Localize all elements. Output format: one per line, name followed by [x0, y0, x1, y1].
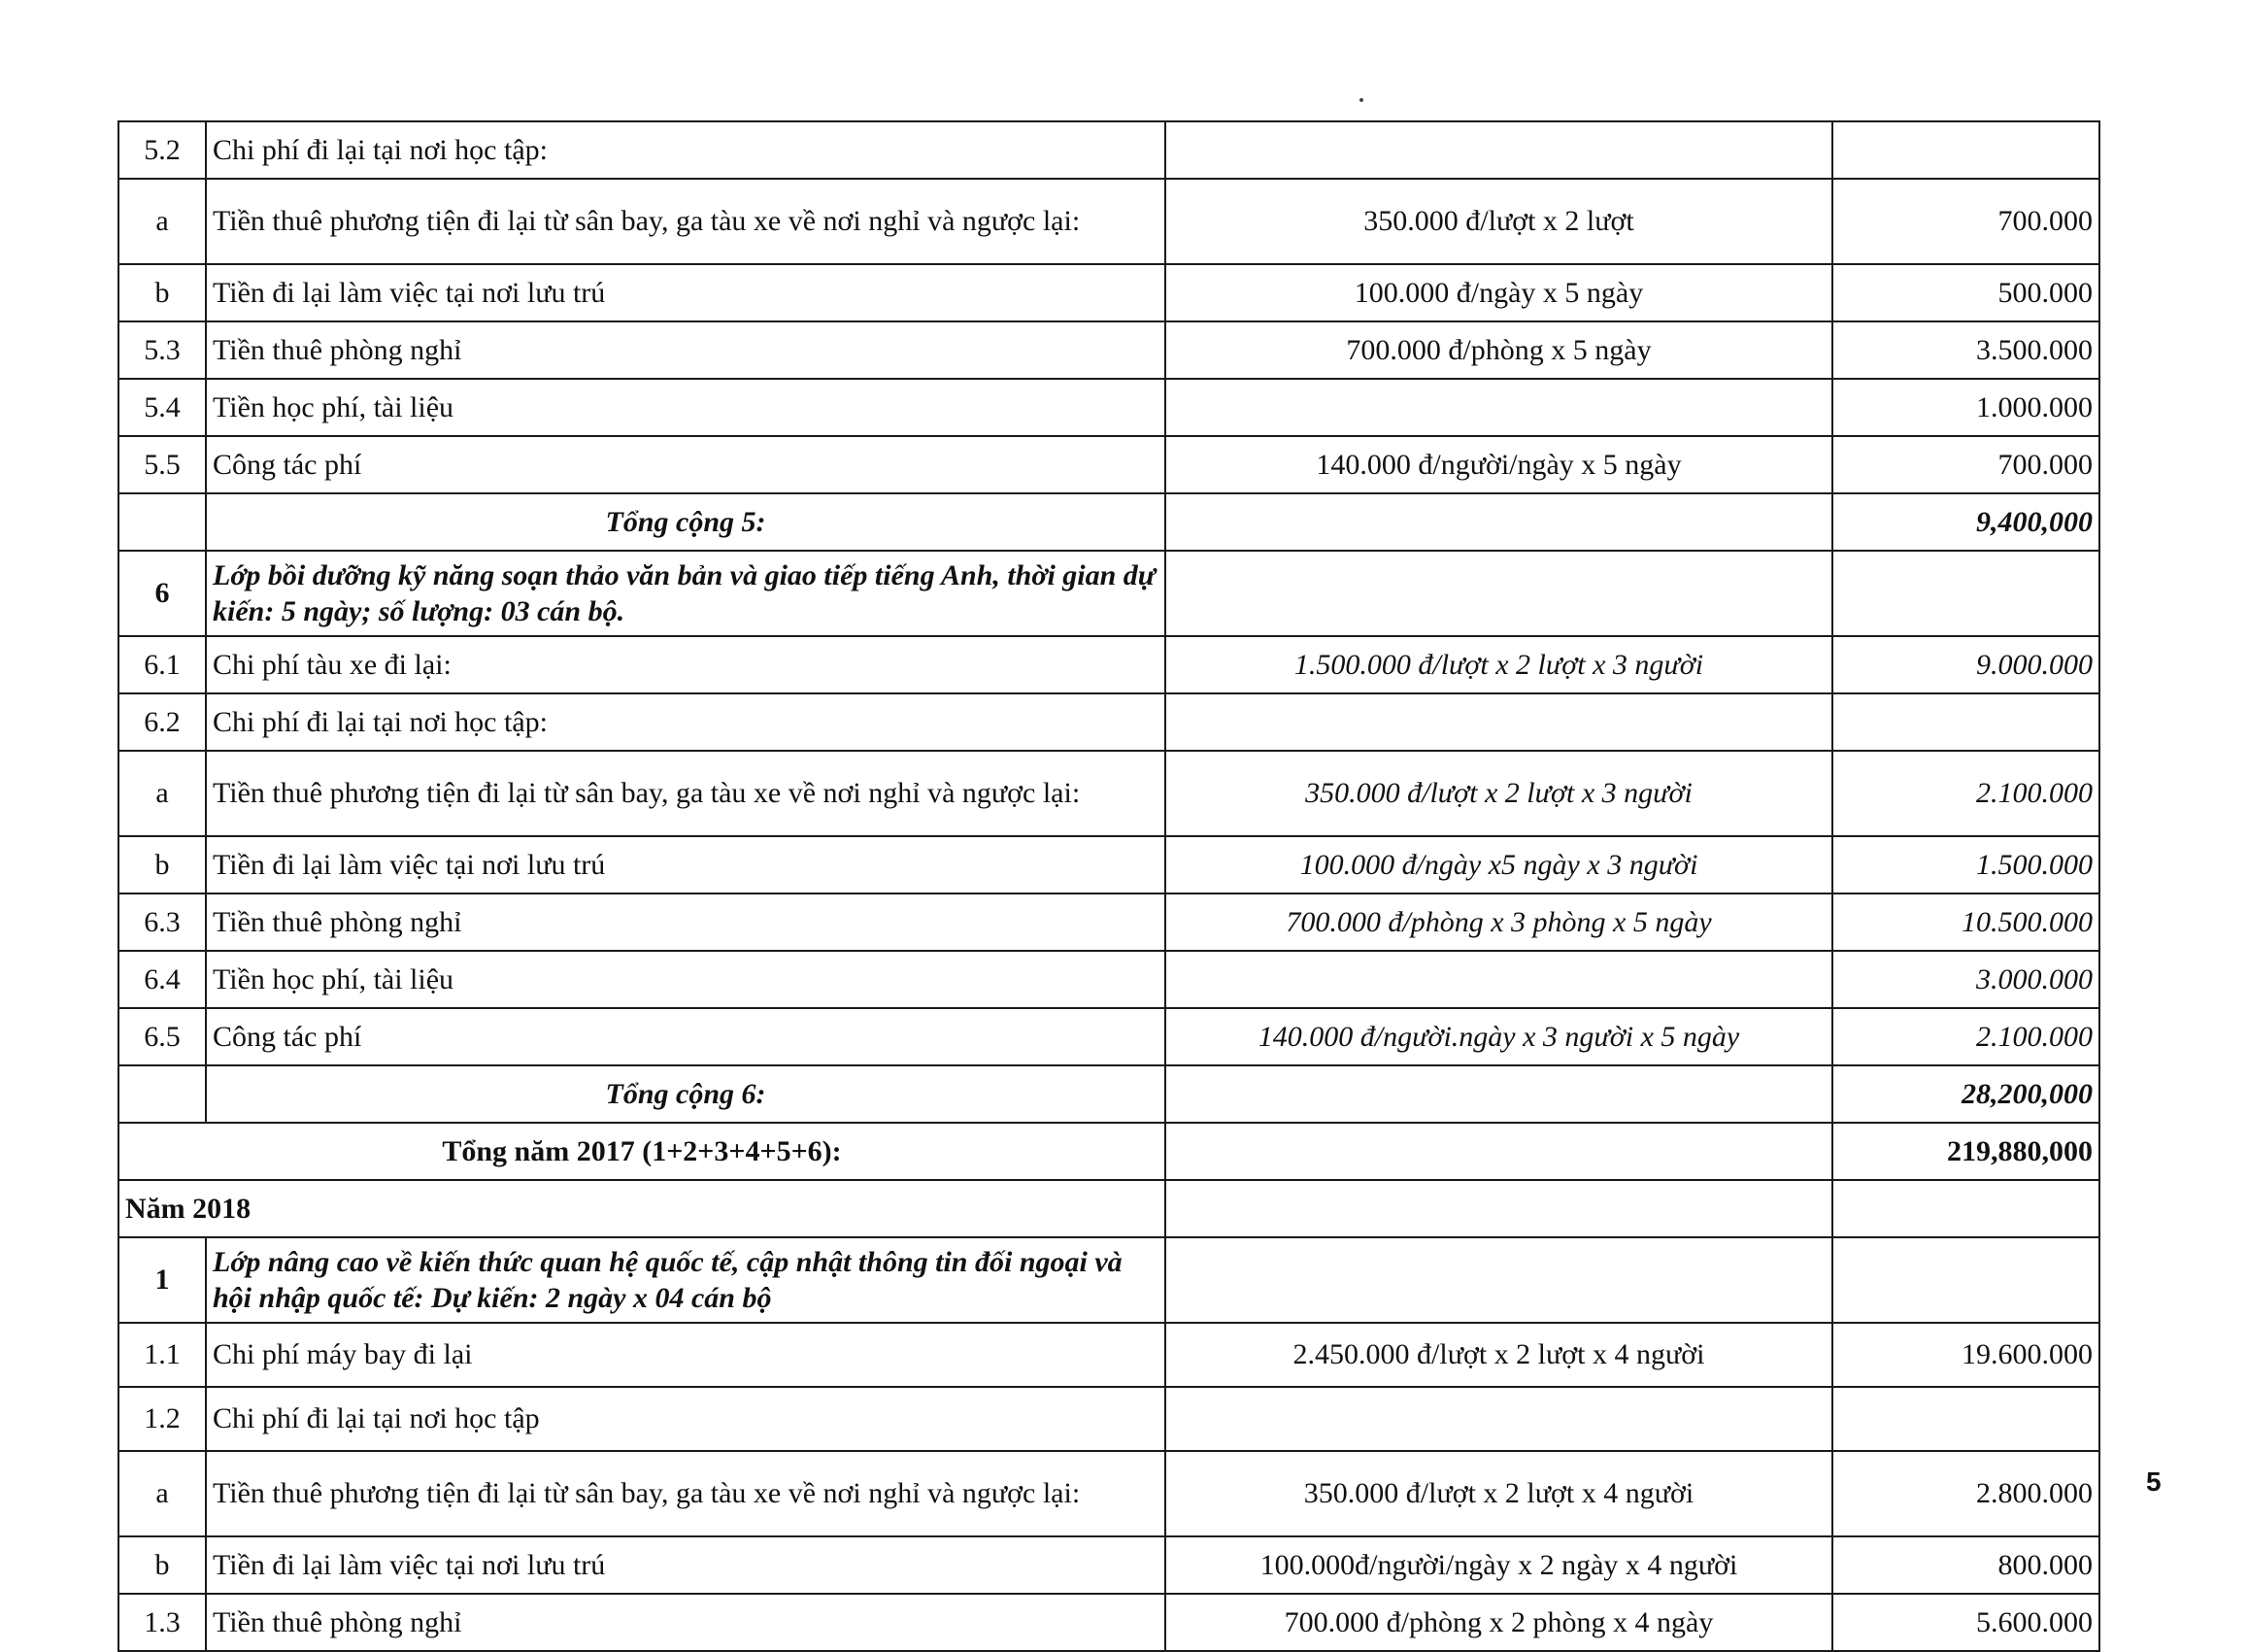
item-description: Chi phí máy bay đi lại: [206, 1323, 1165, 1387]
table-row: [118, 751, 2099, 836]
item-calculation: 350.000 đ/lượt x 2 lượt x 4 người: [1165, 1451, 1832, 1536]
item-calculation: [1165, 1237, 1832, 1323]
item-description: Tiền thuê phòng nghỉ: [206, 1594, 1165, 1651]
item-number: 6.1: [118, 636, 206, 693]
item-amount: 2.100.000: [1832, 751, 2099, 836]
item-description: Chi phí đi lại tại nơi học tập:: [206, 121, 1165, 179]
item-number: [118, 493, 206, 551]
item-calculation: 140.000 đ/người.ngày x 3 người x 5 ngày: [1165, 1008, 1832, 1065]
item-description: Công tác phí: [206, 1008, 1165, 1065]
item-amount: 3.000.000: [1832, 951, 2099, 1008]
item-amount: [1832, 1237, 2099, 1323]
grand-total-label: Tổng năm 2017 (1+2+3+4+5+6):: [118, 1123, 1165, 1180]
section-title: Lớp nâng cao về kiến thức quan hệ quốc tế, cập nhật thông tin đối ngoại và hội nhập quốc tế: Dự kiến: 2 ngày x 04 cán bộ: [206, 1237, 1165, 1323]
item-calculation: [1165, 1065, 1832, 1123]
item-calculation: 2.450.000 đ/lượt x 2 lượt x 4 người: [1165, 1323, 1832, 1387]
item-calculation: 100.000 đ/ngày x 5 ngày: [1165, 264, 1832, 321]
item-number: 6.2: [118, 693, 206, 751]
item-number: a: [118, 751, 206, 836]
item-amount: 2.100.000: [1832, 1008, 2099, 1065]
item-number: b: [118, 836, 206, 893]
item-calculation: 700.000 đ/phòng x 5 ngày: [1165, 321, 1832, 379]
item-number: b: [118, 1536, 206, 1594]
subtotal-label: Tổng cộng 6:: [206, 1065, 1165, 1123]
item-number: 5.2: [118, 121, 206, 179]
table-row: [118, 1594, 2099, 1651]
item-calculation: [1165, 493, 1832, 551]
item-amount: [1832, 551, 2099, 636]
item-description: Chi phí đi lại tại nơi học tập: [206, 1387, 1165, 1451]
item-calculation: 700.000 đ/phòng x 3 phòng x 5 ngày: [1165, 893, 1832, 951]
item-calculation: 100.000đ/người/ngày x 2 ngày x 4 người: [1165, 1536, 1832, 1594]
table-row: [118, 693, 2099, 751]
budget-table: [117, 120, 2100, 1652]
item-description: Tiền thuê phương tiện đi lại từ sân bay, ga tàu xe về nơi nghỉ và ngược lại:: [206, 1451, 1165, 1536]
item-amount: 3.500.000: [1832, 321, 2099, 379]
item-calculation: 140.000 đ/người/ngày x 5 ngày: [1165, 436, 1832, 493]
table-row: [118, 121, 2099, 179]
section-number: 1: [118, 1237, 206, 1323]
subtotal-row: [118, 1065, 2099, 1123]
item-number: 1.3: [118, 1594, 206, 1651]
section-number: 6: [118, 551, 206, 636]
item-description: Công tác phí: [206, 436, 1165, 493]
item-description: Tiền thuê phòng nghỉ: [206, 893, 1165, 951]
item-number: 1.2: [118, 1387, 206, 1451]
item-calculation: 700.000 đ/phòng x 2 phòng x 4 ngày: [1165, 1594, 1832, 1651]
table-row: [118, 636, 2099, 693]
year-heading: Năm 2018: [118, 1180, 1165, 1237]
item-description: Chi phí đi lại tại nơi học tập:: [206, 693, 1165, 751]
item-calculation: 1.500.000 đ/lượt x 2 lượt x 3 người: [1165, 636, 1832, 693]
item-number: a: [118, 179, 206, 264]
table-row: [118, 179, 2099, 264]
section-title: Lớp bồi dưỡng kỹ năng soạn thảo văn bản và giao tiếp tiếng Anh, thời gian dự kiến: 5 ngày; số lượng: 03 cán bộ.: [206, 551, 1165, 636]
table-row: [118, 1387, 2099, 1451]
item-amount: 700.000: [1832, 179, 2099, 264]
item-amount: 500.000: [1832, 264, 2099, 321]
page-number: 5: [2146, 1467, 2162, 1497]
item-number: 6.5: [118, 1008, 206, 1065]
table-row: [118, 264, 2099, 321]
item-description: Tiền học phí, tài liệu: [206, 951, 1165, 1008]
item-calculation: [1165, 1180, 1832, 1237]
item-calculation: [1165, 951, 1832, 1008]
item-calculation: 100.000 đ/ngày x5 ngày x 3 người: [1165, 836, 1832, 893]
subtotal-label: Tổng cộng 5:: [206, 493, 1165, 551]
section-heading-row: [118, 1237, 2099, 1323]
item-number: [118, 1065, 206, 1123]
item-description: Tiền học phí, tài liệu: [206, 379, 1165, 436]
item-description: Tiền thuê phương tiện đi lại từ sân bay, ga tàu xe về nơi nghỉ và ngược lại:: [206, 179, 1165, 264]
item-amount: 1.500.000: [1832, 836, 2099, 893]
item-description: Tiền đi lại làm việc tại nơi lưu trú: [206, 264, 1165, 321]
item-amount: 800.000: [1832, 1536, 2099, 1594]
table-row: [118, 1008, 2099, 1065]
item-calculation: [1165, 551, 1832, 636]
grand-total-amount: 219,880,000: [1832, 1123, 2099, 1180]
item-number: a: [118, 1451, 206, 1536]
item-number: 5.3: [118, 321, 206, 379]
item-calculation: [1165, 379, 1832, 436]
item-description: Tiền thuê phòng nghỉ: [206, 321, 1165, 379]
item-number: b: [118, 264, 206, 321]
item-number: 6.3: [118, 893, 206, 951]
table-row: [118, 893, 2099, 951]
item-amount: 10.500.000: [1832, 893, 2099, 951]
item-amount: 19.600.000: [1832, 1323, 2099, 1387]
item-amount: [1832, 121, 2099, 179]
item-amount: [1832, 1387, 2099, 1451]
item-number: 5.4: [118, 379, 206, 436]
item-description: Tiền đi lại làm việc tại nơi lưu trú: [206, 836, 1165, 893]
grand-total-row: [118, 1123, 2099, 1180]
item-description: Tiền đi lại làm việc tại nơi lưu trú: [206, 1536, 1165, 1594]
item-amount: [1832, 693, 2099, 751]
item-calculation: 350.000 đ/lượt x 2 lượt x 3 người: [1165, 751, 1832, 836]
item-calculation: [1165, 121, 1832, 179]
item-description: Tiền thuê phương tiện đi lại từ sân bay, ga tàu xe về nơi nghỉ và ngược lại:: [206, 751, 1165, 836]
table-row: [118, 1536, 2099, 1594]
item-amount: 2.800.000: [1832, 1451, 2099, 1536]
table-row: [118, 836, 2099, 893]
item-number: 6.4: [118, 951, 206, 1008]
item-calculation: [1165, 693, 1832, 751]
item-amount: 5.600.000: [1832, 1594, 2099, 1651]
item-calculation: [1165, 1123, 1832, 1180]
subtotal-amount: 9,400,000: [1832, 493, 2099, 551]
item-calculation: 350.000 đ/lượt x 2 lượt: [1165, 179, 1832, 264]
item-amount: 9.000.000: [1832, 636, 2099, 693]
table-row: [118, 1323, 2099, 1387]
item-description: Chi phí tàu xe đi lại:: [206, 636, 1165, 693]
scan-speck: [1359, 98, 1363, 102]
item-amount: 1.000.000: [1832, 379, 2099, 436]
table-row: [118, 379, 2099, 436]
subtotal-amount: 28,200,000: [1832, 1065, 2099, 1123]
table-row: [118, 436, 2099, 493]
item-number: 5.5: [118, 436, 206, 493]
table-row: [118, 951, 2099, 1008]
table-row: [118, 321, 2099, 379]
section-heading-row: [118, 551, 2099, 636]
year-heading-row: [118, 1180, 2099, 1237]
item-amount: 700.000: [1832, 436, 2099, 493]
item-amount: [1832, 1180, 2099, 1237]
item-number: 1.1: [118, 1323, 206, 1387]
item-calculation: [1165, 1387, 1832, 1451]
table-row: [118, 1451, 2099, 1536]
subtotal-row: [118, 493, 2099, 551]
